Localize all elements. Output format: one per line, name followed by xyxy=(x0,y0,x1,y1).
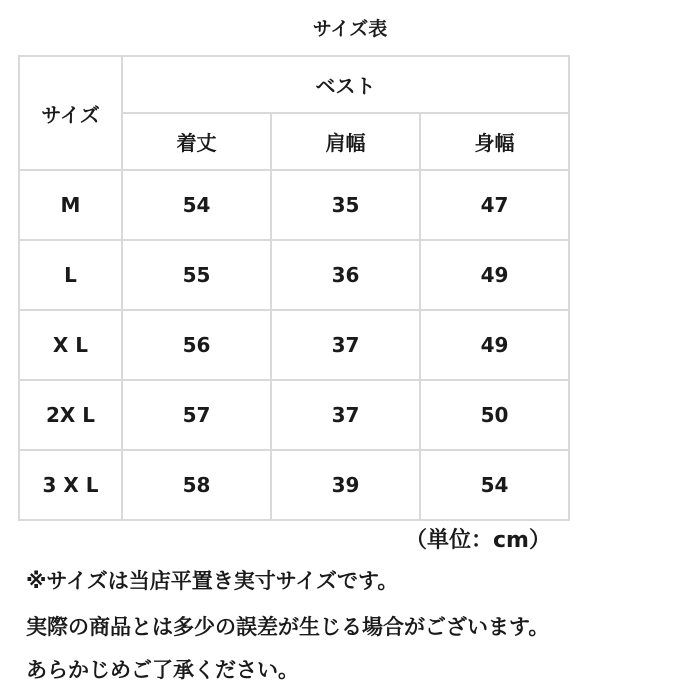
table-cell: 35 xyxy=(271,170,420,240)
table-cell: 50 xyxy=(420,380,569,450)
table-cell: 39 xyxy=(271,450,420,520)
column-header-length: 着丈 xyxy=(122,113,271,170)
disclaimer-line-1: ※サイズは当店平置き実寸サイズです。 xyxy=(26,569,399,593)
table-cell: 54 xyxy=(122,170,271,240)
table-cell: 37 xyxy=(271,310,420,380)
unit-note: （単位：cm） xyxy=(405,528,551,553)
size-label: L xyxy=(19,240,122,310)
size-label: 2X L xyxy=(19,380,122,450)
size-table xyxy=(18,55,570,521)
table-cell: 58 xyxy=(122,450,271,520)
column-header-shoulder: 肩幅 xyxy=(271,113,420,170)
table-cell: 56 xyxy=(122,310,271,380)
table-row xyxy=(19,170,569,240)
disclaimer-line-3: あらかじめご了承ください。 xyxy=(26,658,299,682)
table-cell: 47 xyxy=(420,170,569,240)
table-cell: 37 xyxy=(271,380,420,450)
table-row xyxy=(19,450,569,520)
table-row xyxy=(19,240,569,310)
table-cell: 49 xyxy=(420,240,569,310)
table-cell: 49 xyxy=(420,310,569,380)
size-label: 3 X L xyxy=(19,450,122,520)
table-cell: 36 xyxy=(271,240,420,310)
table-header-row xyxy=(19,56,569,113)
size-label: X L xyxy=(19,310,122,380)
table-row xyxy=(19,380,569,450)
table-row xyxy=(19,310,569,380)
size-column-header: サイズ xyxy=(19,56,122,170)
table-cell: 55 xyxy=(122,240,271,310)
table-cell: 54 xyxy=(420,450,569,520)
size-label: M xyxy=(19,170,122,240)
disclaimer-line-2: 実際の商品とは多少の誤差が生じる場合がございます。 xyxy=(26,615,550,639)
group-header-vest: ベスト xyxy=(122,56,569,113)
table-cell: 57 xyxy=(122,380,271,450)
column-header-width: 身幅 xyxy=(420,113,569,170)
page-title: サイズ表 xyxy=(312,18,388,40)
